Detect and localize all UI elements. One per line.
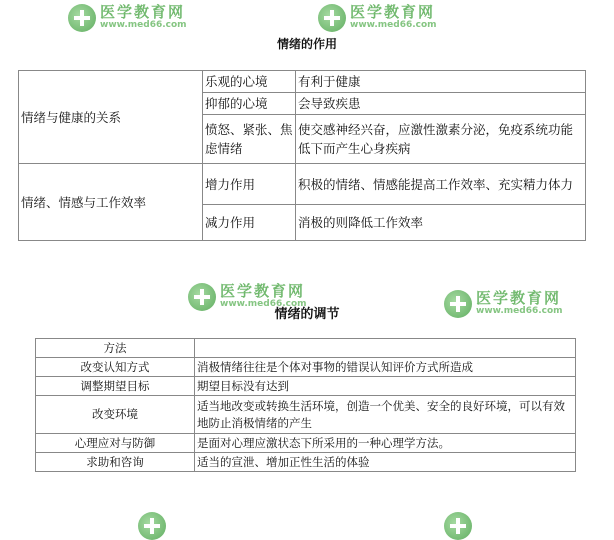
- med-cross-icon: [68, 4, 96, 32]
- header-method: 方法: [36, 339, 195, 358]
- watermark-logo: [318, 4, 437, 32]
- watermark-text: 医学教育网: [100, 3, 186, 22]
- method-cell: 调整期望目标: [36, 377, 195, 396]
- med-cross-icon: [318, 4, 346, 32]
- desc-cell: 消极的则降低工作效率: [296, 205, 586, 241]
- desc-cell: 消极情绪往往是个体对事物的错误认知评价方式所造成: [195, 358, 576, 377]
- desc-cell: 适当地改变或转换生活环境，创造一个优美、安全的良好环境，可以有效地防止消极情绪的产生: [195, 396, 576, 434]
- table-row: [36, 453, 576, 472]
- emotion-regulation-table: [35, 338, 576, 472]
- item-cell: 抑郁的心境: [203, 93, 296, 115]
- table-row: [36, 358, 576, 377]
- watermark-url: www.med66.com: [350, 20, 437, 31]
- watermark-logo: [444, 512, 476, 540]
- desc-cell: 有利于健康: [296, 71, 586, 93]
- item-cell: 愤怒、紧张、焦虑情绪: [203, 115, 296, 164]
- header-desc: [195, 339, 576, 358]
- desc-cell: 是面对心理应激状态下所采用的一种心理学方法。: [195, 434, 576, 453]
- watermark-url: www.med66.com: [220, 299, 307, 310]
- group-cell: 情绪、情感与工作效率: [19, 164, 203, 241]
- item-cell: 乐观的心境: [203, 71, 296, 93]
- watermark-text: 医学教育网: [476, 289, 562, 308]
- section2-title: 情绪的调节: [274, 307, 340, 322]
- med-cross-icon: [138, 512, 166, 540]
- desc-cell: 适当的宣泄、增加正性生活的体验: [195, 453, 576, 472]
- method-cell: 改变认知方式: [36, 358, 195, 377]
- watermark-url: www.med66.com: [476, 306, 563, 317]
- item-cell: 减力作用: [203, 205, 296, 241]
- table-row: [19, 71, 586, 93]
- desc-cell: 积极的情绪、情感能提高工作效率、充实精力体力: [296, 164, 586, 205]
- watermark-text: 医学教育网: [350, 3, 436, 22]
- med-cross-icon: [444, 512, 472, 540]
- section1-title: 情绪的作用: [276, 37, 337, 51]
- desc-cell: 使交感神经兴奋，应激性激素分泌，免疫系统功能低下而产生心身疾病: [296, 115, 586, 164]
- group-cell: 情绪与健康的关系: [19, 71, 203, 164]
- emotion-effects-table: [18, 70, 586, 241]
- table-header-row: [36, 339, 576, 358]
- desc-cell: 期望目标没有达到: [195, 377, 576, 396]
- item-cell: 增力作用: [203, 164, 296, 205]
- watermark-text: 医学教育网: [220, 282, 306, 301]
- watermark-logo: [68, 4, 187, 32]
- watermark-logo: [138, 512, 170, 540]
- table-row: [36, 434, 576, 453]
- method-cell: 改变环境: [36, 396, 195, 434]
- method-cell: 求助和咨询: [36, 453, 195, 472]
- table-row: [36, 396, 576, 434]
- table-row: [19, 164, 586, 205]
- desc-cell: 会导致疾患: [296, 93, 586, 115]
- method-cell: 心理应对与防御: [36, 434, 195, 453]
- watermark-url: www.med66.com: [100, 20, 187, 31]
- table-row: [36, 377, 576, 396]
